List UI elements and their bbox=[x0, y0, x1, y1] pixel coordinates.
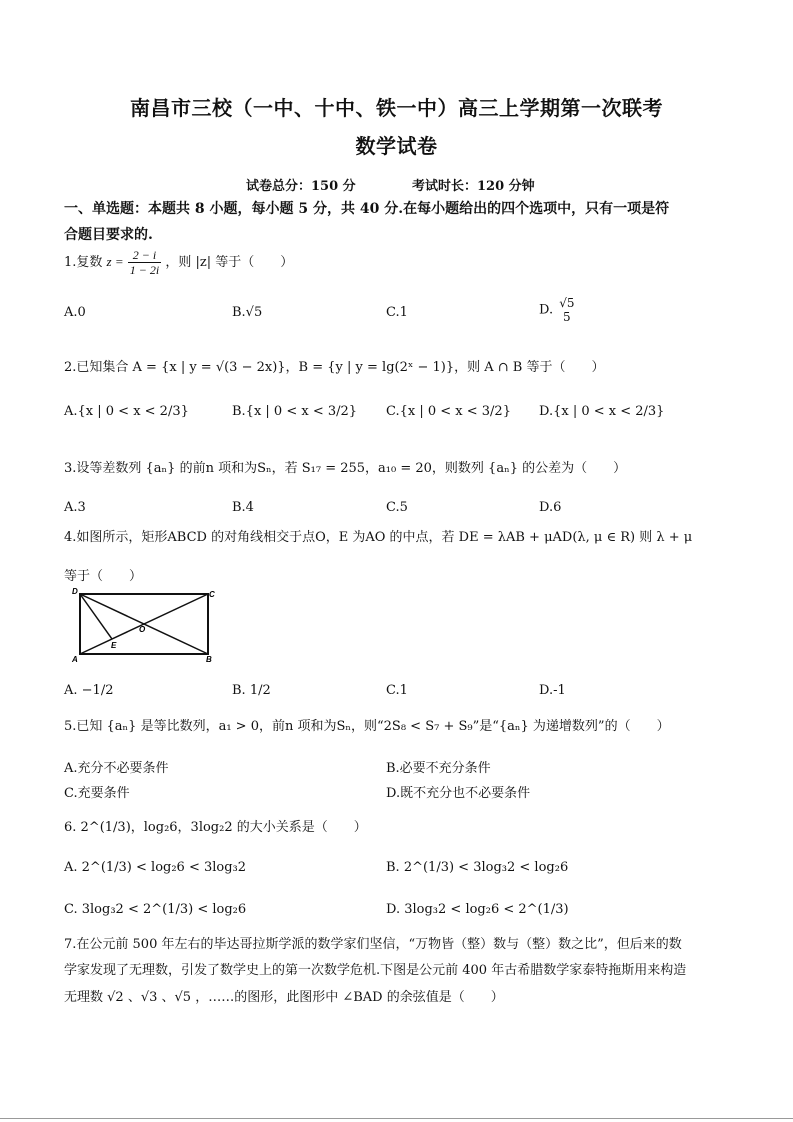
page-bottom-divider bbox=[0, 1118, 793, 1119]
q1-option-d-fraction bbox=[557, 296, 576, 324]
label-o: O bbox=[139, 625, 146, 634]
q5-option-d: D.既不充分也不必要条件 bbox=[386, 786, 531, 801]
question-2-stem: 2.已知集合 A = {x | y = √(3 − 2x)}，B = {y | y = lg(2ˣ − 1)}，则 A ∩ B 等于（ ） bbox=[64, 360, 605, 375]
q3-option-b: B.4 bbox=[232, 500, 254, 515]
q3-option-a: A.3 bbox=[64, 500, 86, 515]
q2-option-d: D.{x | 0 < x < 2/3} bbox=[539, 404, 665, 419]
q3-option-c: C.5 bbox=[386, 500, 408, 515]
label-b: B bbox=[206, 655, 212, 664]
page-subtitle: 数学试卷 bbox=[355, 134, 438, 158]
rectangle-abcd-figure bbox=[66, 586, 226, 666]
q4-option-d: D.-1 bbox=[539, 683, 566, 698]
q4-option-b: B. 1/2 bbox=[232, 683, 271, 698]
page-title: 南昌市三校（一中、十中、铁一中）高三上学期第一次联考 bbox=[130, 96, 663, 120]
q6-option-c: C. 3log₃2 < 2^(1/3) < log₂6 bbox=[64, 902, 247, 917]
label-a: A bbox=[72, 655, 78, 664]
section-heading-line1: 一、单选题：本题共 8 小题，每小题 5 分，共 40 分.在每小题给出的四个选项中，只有一项是符 bbox=[64, 201, 670, 217]
q2-option-c: C.{x | 0 < x < 3/2} bbox=[386, 404, 511, 419]
q3-option-d: D.6 bbox=[539, 500, 562, 515]
q1-option-a: A.0 bbox=[64, 305, 86, 320]
q1-d-num: √5 bbox=[559, 296, 575, 310]
q4-option-c: C.1 bbox=[386, 683, 408, 698]
q1-z: z = bbox=[106, 254, 124, 269]
q5-option-a: A.充分不必要条件 bbox=[64, 761, 169, 776]
q6-option-b: B. 2^(1/3) < 3log₃2 < log₂6 bbox=[386, 860, 569, 875]
q6-option-a: A. 2^(1/3) < log₂6 < 3log₃2 bbox=[64, 860, 247, 875]
q5-option-c: C.充要条件 bbox=[64, 786, 130, 801]
q1-suffix: ，则 |z| 等于（ ） bbox=[165, 255, 294, 270]
label-e: E bbox=[111, 641, 117, 650]
time-limit: 考试时长：120 分钟 bbox=[412, 179, 535, 194]
question-6-stem: 6. 2^(1/3)，log₂6，3log₂2 的大小关系是（ ） bbox=[64, 820, 367, 835]
question-1-stem bbox=[64, 248, 293, 277]
question-7-line3: 无理数 √2 、√3 、√5 ，……的图形，此图形中 ∠BAD 的余弦值是（ ） bbox=[64, 990, 504, 1005]
q2-option-a: A.{x | 0 < x < 2/3} bbox=[64, 404, 189, 419]
label-d: D bbox=[72, 587, 78, 596]
q2-option-b: B.{x | 0 < x < 3/2} bbox=[232, 404, 358, 419]
q6-option-d: D. 3log₃2 < log₂6 < 2^(1/3) bbox=[386, 902, 569, 917]
question-7-line1: 7.在公元前 500 年左右的毕达哥拉斯学派的数学家们坚信，“万物皆（整）数与（整）数之比”，但后来的数 bbox=[64, 937, 682, 952]
q1-option-b: B.√5 bbox=[232, 305, 263, 320]
label-c: C bbox=[209, 590, 215, 599]
q1-frac-den: 1 − 2i bbox=[129, 263, 160, 277]
q4-option-a: A. −1/2 bbox=[64, 683, 114, 698]
q1-prefix: 1.复数 bbox=[64, 255, 103, 270]
q1-option-d-label: D. bbox=[539, 302, 554, 318]
question-4-stem-cont: 等于（ ） bbox=[64, 569, 143, 584]
q1-frac-num: 2 − i bbox=[128, 248, 161, 263]
question-7-line2: 学家发现了无理数，引发了数学史上的第一次数学危机.下图是公元前 400 年古希腊数学家泰特拖斯用来构造 bbox=[64, 963, 687, 978]
total-score: 试卷总分：150 分 bbox=[246, 179, 356, 194]
q1-option-c: C.1 bbox=[386, 305, 408, 320]
q1-fraction bbox=[128, 248, 161, 277]
q1-d-den: 5 bbox=[563, 310, 571, 324]
question-5-stem: 5.已知 {aₙ} 是等比数列，a₁ > 0，前n 项和为Sₙ，则“2S₈ < S₇ + S₉”是“{aₙ} 为递增数列”的（ ） bbox=[64, 719, 670, 734]
q1-option-d bbox=[539, 296, 577, 324]
question-4-stem: 4.如图所示，矩形ABCD 的对角线相交于点O，E 为AO 的中点，若 DE = λAB + μAD(λ, μ ∈ R) 则 λ + μ bbox=[64, 530, 693, 545]
section-heading-line2: 合题目要求的. bbox=[64, 227, 153, 243]
q5-option-b: B.必要不充分条件 bbox=[386, 761, 491, 776]
question-3-stem: 3.设等差数列 {aₙ} 的前n 项和为Sₙ，若 S₁₇ = 255，a₁₀ = 20，则数列 {aₙ} 的公差为（ ） bbox=[64, 461, 627, 476]
